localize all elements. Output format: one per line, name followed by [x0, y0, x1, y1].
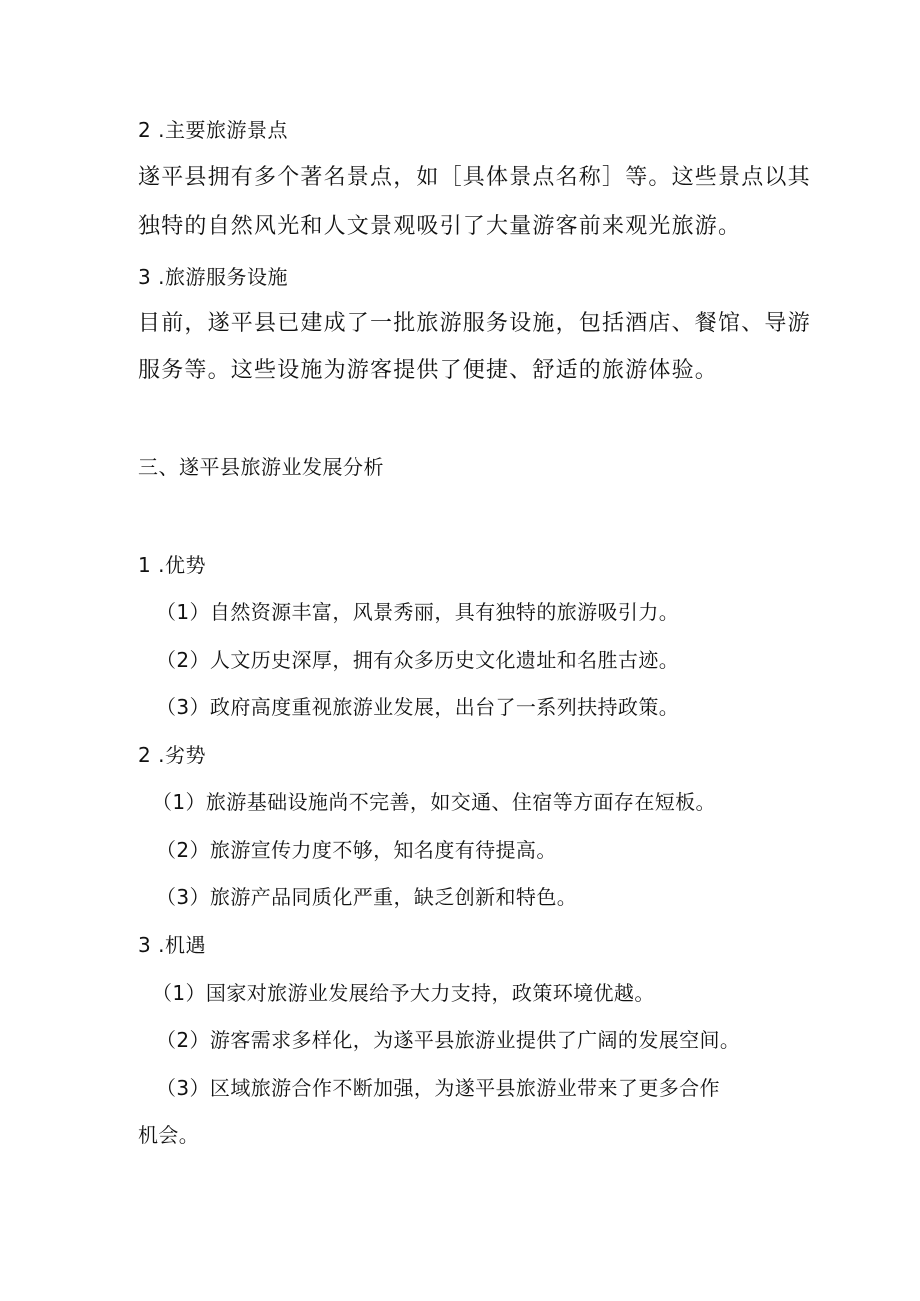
strengths-heading: 1 .优势	[138, 553, 206, 577]
services-text-line-1: 目前，遂平县已建成了一批旅游服务设施，包括酒店、餐馆、导游	[138, 311, 811, 336]
attractions-heading: 2 .主要旅游景点	[138, 118, 288, 142]
services-text-line-2: 服务等。这些设施为游客提供了便捷、舒适的旅游体验。	[138, 358, 719, 383]
attractions-text-line-2: 独特的自然风光和人文景观吸引了大量游客前来观光旅游。	[138, 214, 742, 239]
opportunity-item-1: （1）国家对旅游业发展给予大力支持，政策环境优越。	[152, 981, 655, 1005]
services-heading: 3 .旅游服务设施	[138, 265, 288, 289]
section-title: 三、遂平县旅游业发展分析	[138, 455, 384, 479]
weakness-item-1: （1）旅游基础设施尚不完善，如交通、住宿等方面存在短板。	[152, 790, 716, 814]
opportunity-item-2: （2）游客需求多样化，为遂平县旅游业提供了广阔的发展空间。	[156, 1028, 741, 1052]
weakness-item-3: （3）旅游产品同质化严重，缺乏创新和特色。	[156, 885, 578, 909]
strength-item-1: （1）自然资源丰富，风景秀丽，具有独特的旅游吸引力。	[156, 600, 680, 624]
strength-item-2: （2）人文历史深厚，拥有众多历史文化遗址和名胜古迹。	[156, 648, 680, 672]
attractions-text-line-1: 遂平县拥有多个著名景点，如［具体景点名称］等。这些景点以其	[138, 165, 811, 190]
opportunities-heading: 3 .机遇	[138, 933, 206, 957]
opportunity-item-3-line-1: （3）区域旅游合作不断加强，为遂平县旅游业带来了更多合作	[156, 1076, 720, 1100]
opportunity-item-3-line-2: 机会。	[138, 1123, 200, 1147]
weaknesses-heading: 2 .劣势	[138, 743, 206, 767]
strength-item-3: （3）政府高度重视旅游业发展，出台了一系列扶持政策。	[156, 695, 680, 719]
weakness-item-2: （2）旅游宣传力度不够，知名度有待提高。	[156, 838, 557, 862]
